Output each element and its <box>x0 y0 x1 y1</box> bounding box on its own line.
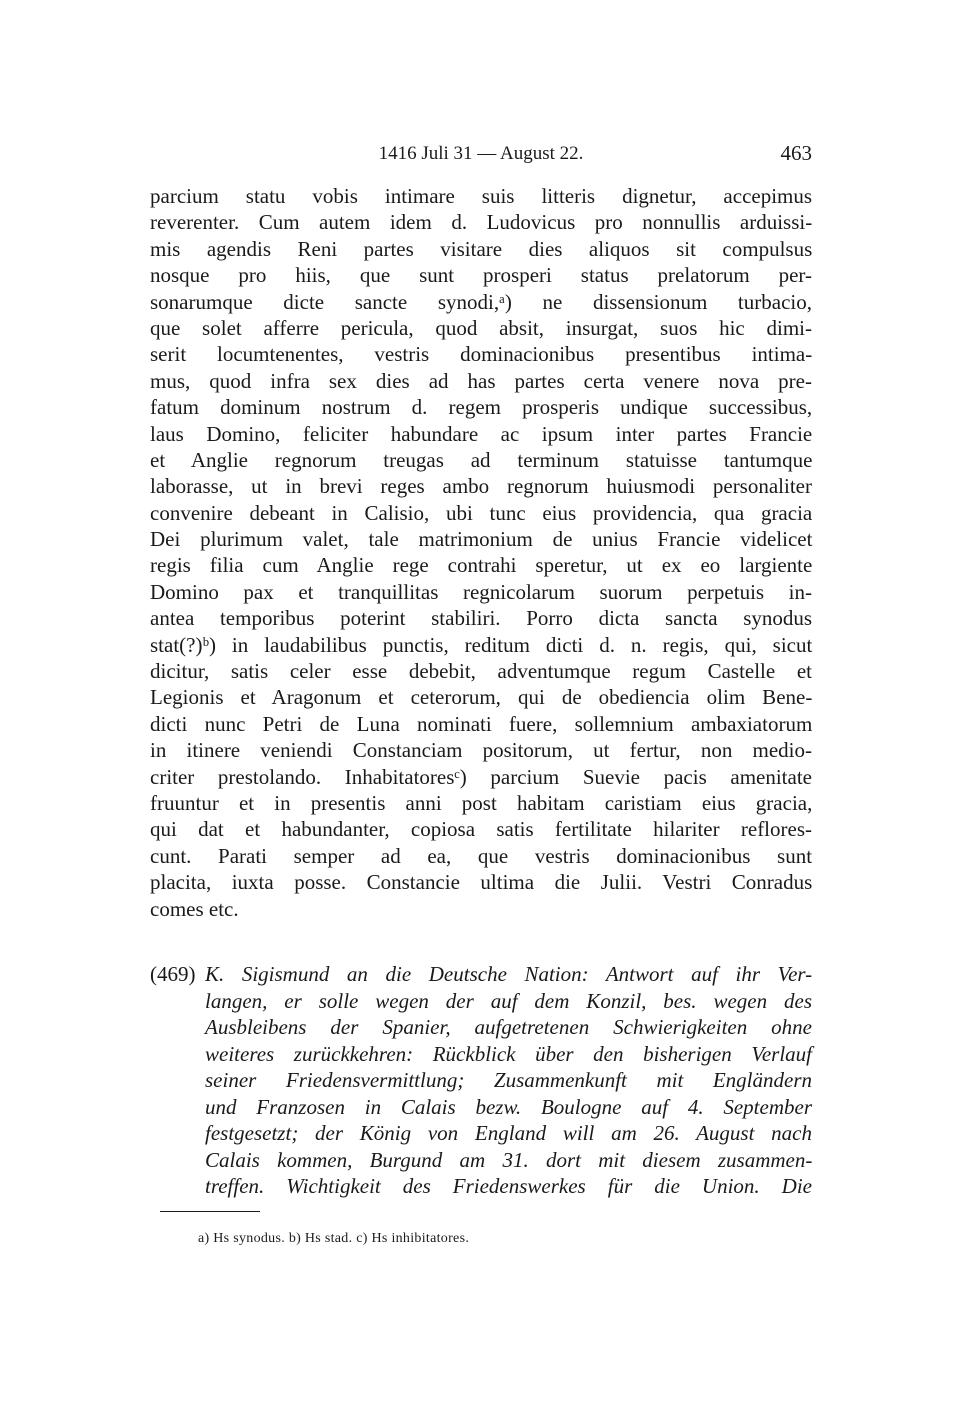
body-line: dicti nunc Petri de Luna nominati fuere, sollemnium ambaxiatorum <box>150 711 813 736</box>
regest-line: weiteres zurückkehren: Rückblick über den bisherigen Verlauf <box>205 1041 812 1066</box>
body-line: convenire debeant in Calisio, ubi tunc eius providencia, qua gracia <box>150 500 813 525</box>
body-line: fatum dominum nostrum d. regem prosperis undique successibus, <box>150 395 813 420</box>
running-title: 1416 Juli 31 — August 22. <box>378 143 584 164</box>
body-line: in itinere veniendi Constanciam positorum, ut fertur, non medio- <box>150 738 812 763</box>
regest-line: Ausbleibens der Spanier, aufgetretenen Schwierigkeiten ohne <box>205 1015 812 1039</box>
body-line: qui dat et habundanter, copiosa satis fertilitate hilariter reflores- <box>150 817 812 842</box>
body-line: laus Domino, feliciter habundare ac ipsum inter partes Francie <box>150 421 813 446</box>
body-line: et Anglie regnorum treugas ad terminum statuisse tantumque <box>150 447 813 472</box>
page-number: 463 <box>780 141 812 165</box>
body-line: serit locumtenentes, vestris dominacionibus presentibus intima- <box>150 342 813 367</box>
body-line: comes etc. <box>150 896 239 921</box>
body-line: fruuntur et in presentis anni post habitam caristiam eius gracia, <box>150 790 813 815</box>
page-header <box>150 143 812 173</box>
regest-line: seiner Friedensvermittlung; Zusammenkunft mit Engländern <box>205 1068 812 1092</box>
regest-line: langen, er solle wegen der auf dem Konzil, bes. wegen des <box>205 988 812 1013</box>
body-line: laborasse, ut in brevi reges ambo regnorum huiusmodi personaliter <box>150 474 812 499</box>
regest-line: festgesetzt; der König von England will am 26. August nach <box>205 1121 812 1145</box>
body-line: mis agendis Reni partes visitare dies aliquos sit compulsus <box>150 236 813 261</box>
body-line: reverenter. Cum autem idem d. Ludovicus pro nonnullis arduissi- <box>150 210 813 235</box>
body-line: parcium statu vobis intimare suis litteris dignetur, accepimus <box>150 184 813 208</box>
body-line: stat(?)ᵇ) in laudabilibus punctis, reditum dicti d. n. regis, qui, sicut <box>150 632 813 657</box>
body-line: Legionis et Aragonum et ceterorum, qui de obediencia olim Bene- <box>150 685 813 710</box>
body-line: que solet afferre pericula, quod absit, insurgat, suos hic dimi- <box>150 315 812 340</box>
body-line: Dei plurimum valet, tale matrimonium de unius Francie videlicet <box>150 527 813 552</box>
body-line: criter prestolando. Inhabitatoresᶜ) parcium Suevie pacis amenitate <box>150 764 812 789</box>
footnotes: a) Hs synodus. b) Hs stad. c) Hs inhibitatores. <box>198 1231 470 1246</box>
body-line: Domino pax et tranquillitas regnicolarum suorum perpetuis in- <box>150 579 812 604</box>
entry-number: (469) <box>150 962 196 986</box>
body-line: regis filia cum Anglie rege contrahi speretur, ut ex eo largiente <box>150 553 813 578</box>
body-line: dicitur, satis celer esse debebit, adventumque regum Castelle et <box>150 659 812 684</box>
regest-line: K. Sigismund an die Deutsche Nation: Antwort auf ihr Ver- <box>205 962 813 986</box>
regest-line: Calais kommen, Burgund am 31. dort mit diesem zusammen- <box>205 1147 813 1172</box>
letter-body <box>150 183 812 922</box>
regest-line: und Franzosen in Calais bezw. Boulogne auf 4. September <box>205 1094 812 1119</box>
document-entry <box>150 961 812 1200</box>
body-line: cunt. Parati semper ad ea, que vestris dominacionibus sunt <box>150 843 813 868</box>
entry-regest <box>205 961 812 1200</box>
body-line: mus, quod infra sex dies ad has partes certa venere nova pre- <box>150 368 812 393</box>
regest-line: treffen. Wichtigkeit des Friedenswerkes für die Union. Die <box>205 1174 812 1198</box>
body-line: nosque pro hiis, que sunt prosperi status prelatorum per- <box>150 263 812 288</box>
body-line: placita, iuxta posse. Constancie ultima die Julii. Vestri Conradus <box>150 870 813 895</box>
footnote-rule <box>160 1211 260 1212</box>
body-line: sonarumque dicte sancte synodi,ᵃ) ne dissensionum turbacio, <box>150 289 812 314</box>
body-line: antea temporibus poterint stabiliri. Porro dicta sancta synodus <box>150 606 813 631</box>
